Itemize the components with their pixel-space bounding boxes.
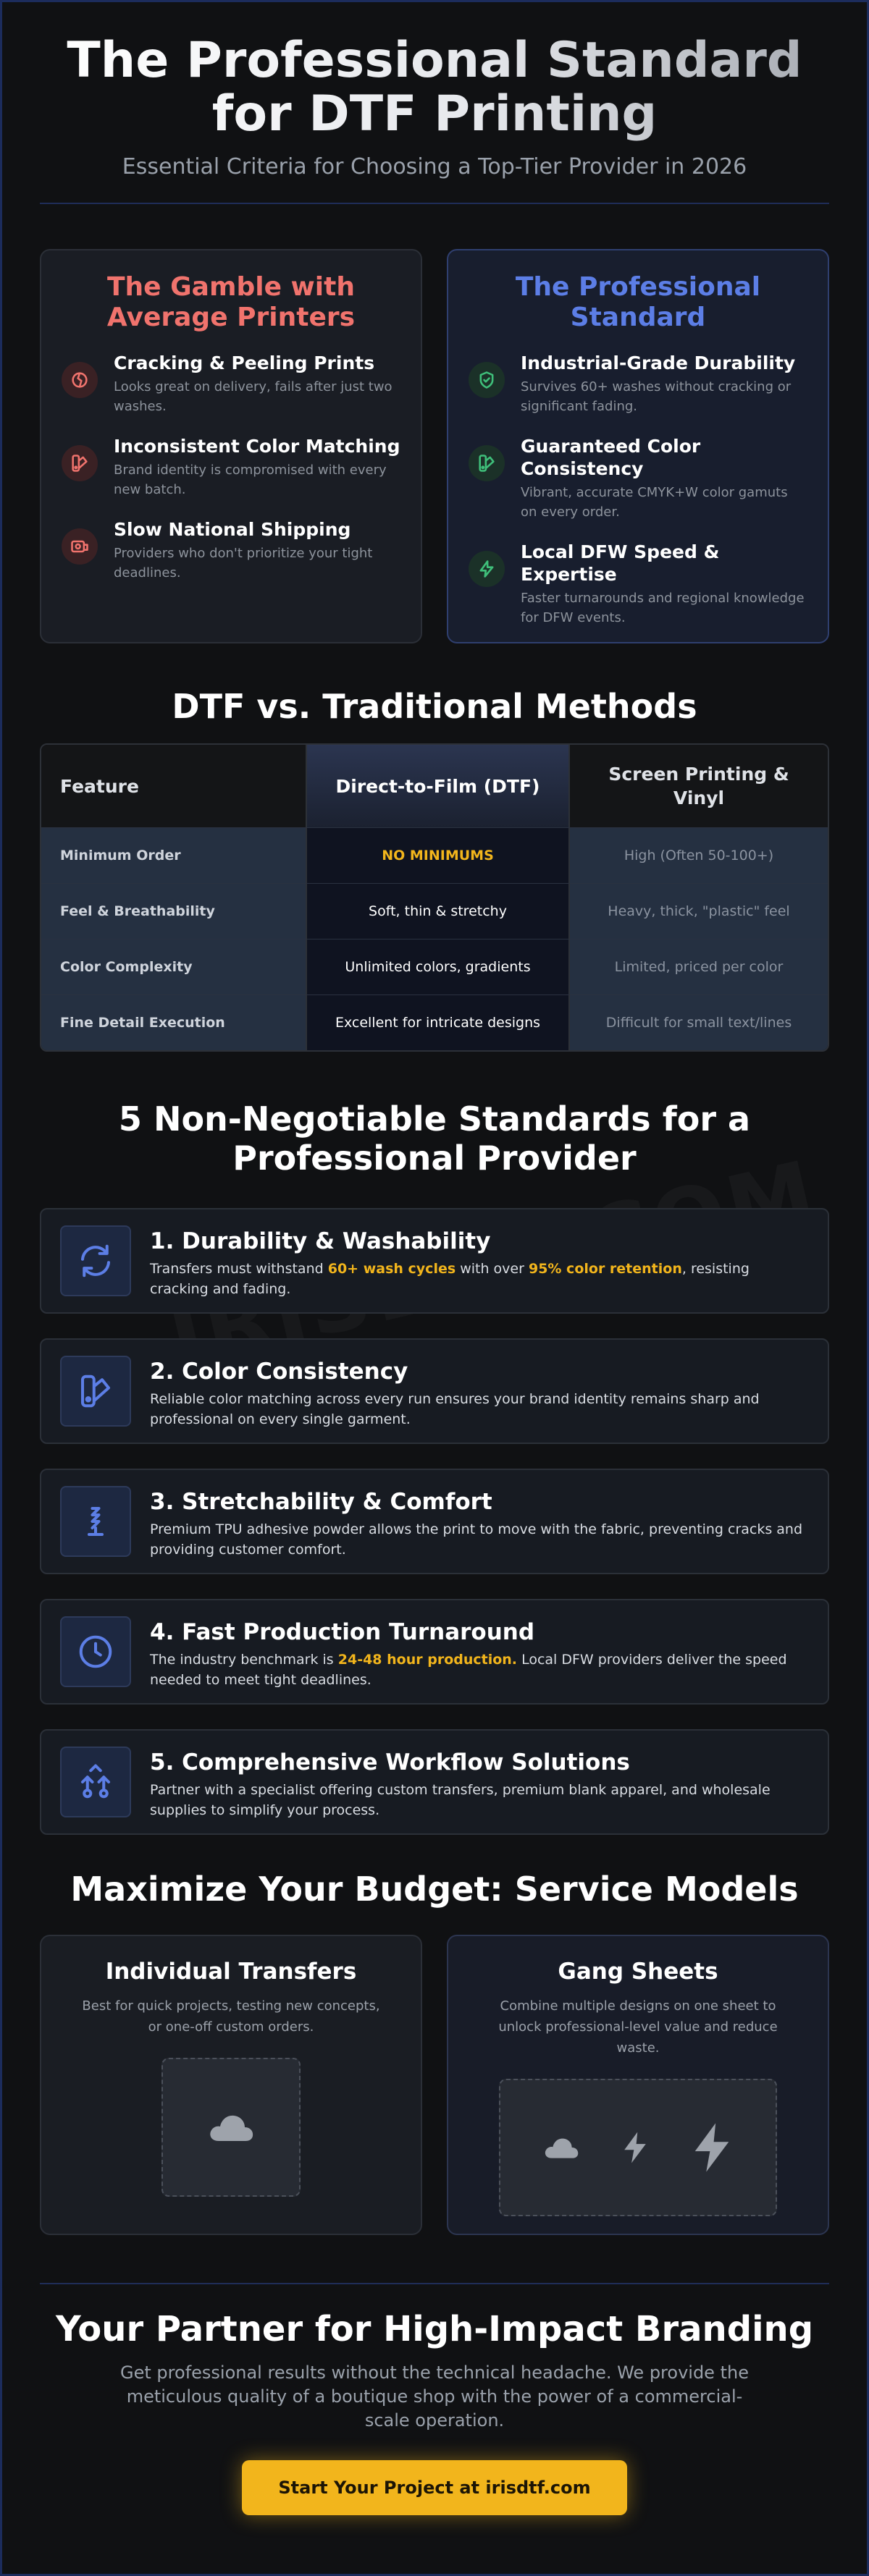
standard-title: 3. Stretchability & Comfort	[150, 1489, 492, 1515]
lightning-icon	[689, 2121, 734, 2174]
stretch-icon	[60, 1486, 131, 1557]
workflow-icon	[60, 1747, 131, 1817]
service-models-title: Maximize Your Budget: Service Models	[70, 1870, 799, 1909]
gang-sheets-card	[447, 1935, 829, 2235]
service-desc: Best for quick projects, testing new concepts, or one-off custom orders.	[82, 1998, 380, 2035]
table-cell-dtf: Unlimited colors, gradients	[306, 939, 570, 994]
start-project-button[interactable]: Start Your Project at irisdtf.com	[242, 2460, 626, 2515]
service-desc: Combine multiple designs on one sheet to unlock professional-level value and reduce waste.	[498, 1998, 778, 2056]
table-row	[41, 939, 828, 994]
table-cell-traditional: Heavy, thick, "plastic" feel	[570, 883, 828, 939]
table-cell-feature: Feel & Breathability	[41, 883, 306, 939]
table-cell-traditional: High (Often 50-100+)	[570, 827, 828, 883]
table-header-dtf: Direct-to-Film (DTF)	[306, 745, 570, 827]
table-cell-traditional: Limited, priced per color	[570, 939, 828, 994]
standard-card	[40, 1338, 829, 1444]
package-icon	[62, 528, 98, 565]
list-item-desc: Vibrant, accurate CMYK+W color gamuts on every order.	[521, 485, 788, 520]
standard-title: 1. Durability & Washability	[150, 1228, 491, 1254]
average-printers-card	[40, 249, 422, 643]
standard-desc: Transfers must withstand 60+ wash cycles with over 95% color retention, resisting cracking and fading.	[150, 1261, 750, 1297]
standard-title: 5. Comprehensive Workflow Solutions	[150, 1749, 630, 1775]
list-item-desc: Faster turnarounds and regional knowledge for DFW events.	[521, 591, 805, 625]
list-item	[62, 352, 400, 416]
standard-card	[40, 1599, 829, 1705]
image-placeholder	[499, 2079, 777, 2216]
standard-desc: Premium TPU adhesive powder allows the print to move with the fabric, preventing cracks and providing customer comfort.	[150, 1521, 803, 1558]
list-item-title: Slow National Shipping	[114, 519, 351, 540]
list-item	[469, 352, 807, 416]
cta-title: Your Partner for High-Impact Branding	[55, 2309, 814, 2349]
standards-list	[40, 1208, 829, 1835]
main-title	[40, 34, 829, 141]
swatch-icon	[62, 445, 98, 481]
table-cell-traditional: Difficult for small text/lines	[570, 994, 828, 1050]
swatch-icon	[60, 1356, 131, 1427]
professional-standard-card	[447, 249, 829, 643]
list-item	[469, 435, 807, 522]
list-item	[62, 435, 400, 499]
table-header-row	[41, 745, 828, 827]
standard-desc: Reliable color matching across every run ensures your brand identity remains sharp and professional on every single garment.	[150, 1391, 760, 1427]
lightning-icon	[469, 551, 505, 587]
list-item-desc: Survives 60+ washes without cracking or significant fading.	[521, 379, 792, 414]
clock-icon	[60, 1616, 131, 1687]
cta-desc: Get professional results without the technical headache. We provide the meticulous quality of a boutique shop with the power of a commercial-scale operation.	[120, 2362, 749, 2431]
highlight-text: 60+ wash cycles	[327, 1261, 456, 1277]
highlight-text: 95% color retention	[528, 1261, 682, 1277]
comparison-cards	[40, 249, 829, 643]
list-item-title: Cracking & Peeling Prints	[114, 352, 375, 373]
average-printers-title: The Gamble with Average Printers	[106, 272, 356, 332]
table-cell-feature: Color Complexity	[41, 939, 306, 994]
standard-desc: Partner with a specialist offering custom transfers, premium blank apparel, and wholesale supplies to simplify your process.	[150, 1782, 771, 1818]
divider	[40, 203, 829, 204]
main-title-line1: The Professional Standard	[67, 32, 802, 89]
comparison-table-title: DTF vs. Traditional Methods	[172, 687, 697, 726]
lightning-icon	[621, 2131, 650, 2164]
main-subtitle: Essential Criteria for Choosing a Top-Tier Provider in 2026	[122, 154, 747, 180]
image-placeholder	[161, 2058, 301, 2197]
cloud-icon	[206, 2109, 256, 2145]
list-item-title: Guaranteed Color Consistency	[521, 436, 701, 479]
table-cell-feature: Minimum Order	[41, 827, 306, 883]
list-item-desc: Looks great on delivery, fails after just two washes.	[114, 379, 392, 414]
standards-title: 5 Non-Negotiable Standards for a Professional Provider	[118, 1099, 751, 1178]
service-title: Gang Sheets	[558, 1959, 718, 1985]
table-header-traditional: Screen Printing & Vinyl	[570, 745, 828, 827]
table-cell-dtf: Soft, thin & stretchy	[306, 883, 570, 939]
standard-desc: The industry benchmark is 24-48 hour production. Local DFW providers deliver the speed needed to meet tight deadlines.	[150, 1652, 787, 1688]
list-item-title: Local DFW Speed & Expertise	[521, 541, 720, 585]
hero	[40, 2, 829, 180]
standard-title: 4. Fast Production Turnaround	[150, 1619, 535, 1645]
table-cell-dtf: NO MINIMUMS	[306, 827, 570, 883]
professional-standard-title: The Professional Standard	[515, 272, 761, 332]
list-item-desc: Providers who don't prioritize your tight deadlines.	[114, 546, 373, 580]
main-title-line2: for DTF Printing	[211, 85, 658, 143]
service-title: Individual Transfers	[105, 1959, 357, 1985]
list-item-title: Industrial-Grade Durability	[521, 352, 796, 373]
standard-card	[40, 1469, 829, 1574]
individual-transfers-card	[40, 1935, 422, 2235]
shield-check-icon	[469, 362, 505, 398]
cta-section	[40, 2284, 829, 2515]
list-item-desc: Brand identity is compromised with every new batch.	[114, 463, 387, 497]
table-row	[41, 994, 828, 1050]
service-models	[40, 1935, 829, 2235]
table-row	[41, 883, 828, 939]
comparison-table	[40, 743, 829, 1052]
standard-card	[40, 1208, 829, 1314]
refresh-icon	[60, 1225, 131, 1296]
table-cell-feature: Fine Detail Execution	[41, 994, 306, 1050]
standard-title: 2. Color Consistency	[150, 1359, 408, 1385]
highlight-text: 24-48 hour production.	[337, 1652, 518, 1668]
cloud-icon	[542, 2133, 581, 2162]
list-item-title: Inconsistent Color Matching	[114, 436, 400, 457]
broken-circle-icon	[62, 362, 98, 398]
table-header-feature: Feature	[41, 745, 306, 827]
list-item	[62, 518, 400, 583]
table-row	[41, 827, 828, 883]
swatch-icon	[469, 445, 505, 481]
standard-card	[40, 1729, 829, 1835]
list-item	[469, 541, 807, 628]
table-cell-dtf: Excellent for intricate designs	[306, 994, 570, 1050]
